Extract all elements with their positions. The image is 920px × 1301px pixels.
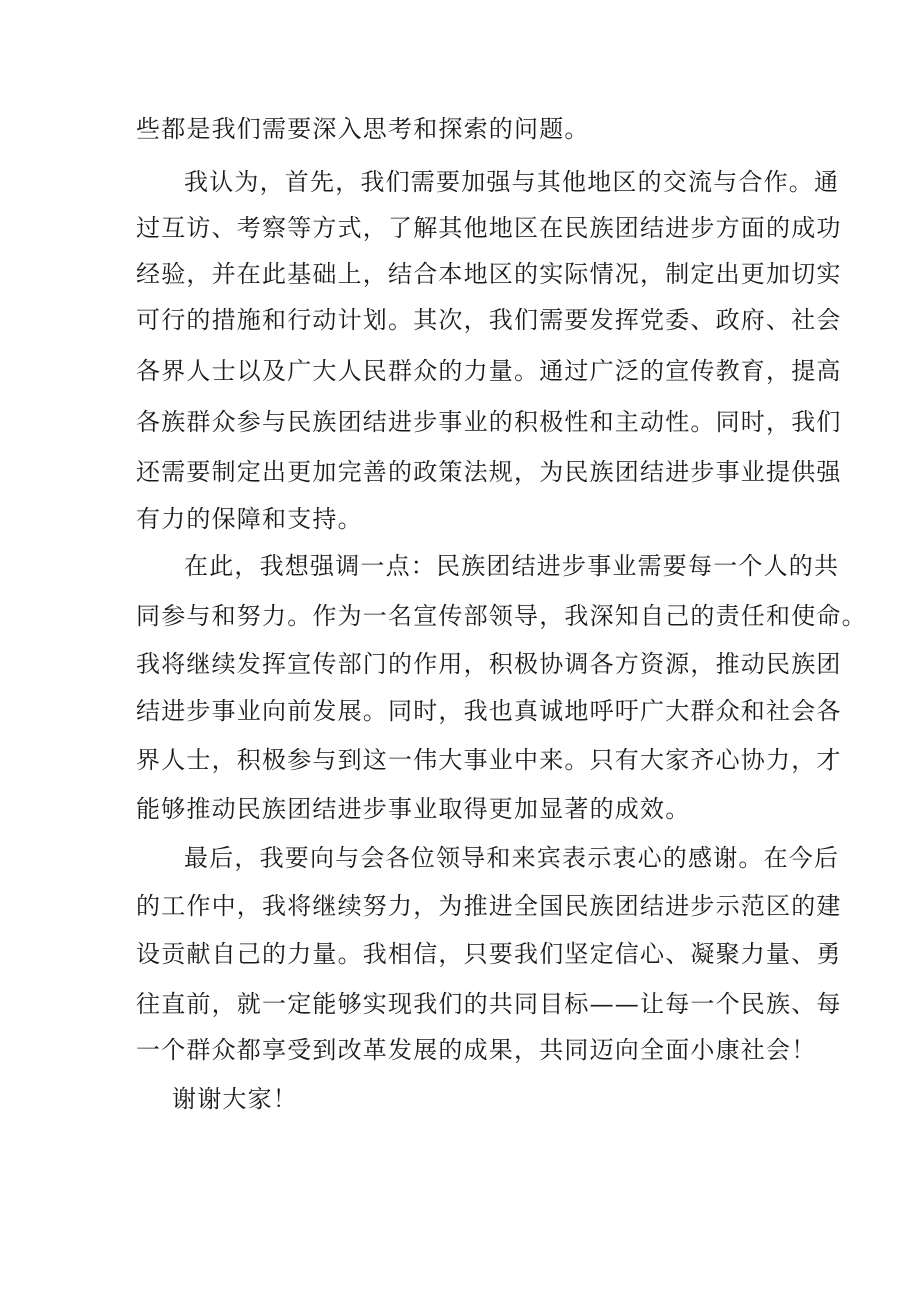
paragraph-1-line-1: 些都是我们需要深入思考和探索的问题。	[136, 115, 590, 143]
paragraph-4-line-5: 一个群众都享受到改革发展的成果，共同迈向全面小康社会！	[136, 1036, 817, 1064]
paragraph-2-line-2: 过互访、考察等方式，了解其他地区在民族团结进步方面的成功	[136, 214, 842, 242]
paragraph-2-line-3: 经验，并在此基础上，结合本地区的实际情况，制定出更加切实	[136, 260, 842, 288]
paragraph-3-line-2: 同参与和努力。作为一名宣传部领导，我深知自己的责任和使命。	[136, 602, 867, 630]
paragraph-2-line-6: 各族群众参与民族团结进步事业的积极性和主动性。同时，我们	[136, 408, 842, 436]
paragraph-2-line-5: 各界人士以及广大人民群众的力量。通过广泛的宣传教育，提高	[136, 357, 842, 385]
paragraph-3-line-6: 能够推动民族团结进步事业取得更加显著的成效。	[136, 795, 691, 823]
paragraph-2-line-4: 可行的措施和行动计划。其次，我们需要发挥党委、政府、社会	[136, 306, 842, 334]
paragraph-2-line-7: 还需要制定出更加完善的政策法规，为民族团结进步事业提供强	[136, 458, 842, 486]
paragraph-2-line-8: 有力的保障和支持。	[136, 505, 363, 533]
paragraph-2-line-1: 我认为，首先，我们需要加强与其他地区的交流与合作。通	[184, 168, 840, 196]
paragraph-3-line-5: 界人士，积极参与到这一伟大事业中来。只有大家齐心协力，才	[136, 746, 842, 774]
closing-line: 谢谢大家！	[172, 1085, 298, 1113]
paragraph-4-line-2: 的工作中，我将继续努力，为推进全国民族团结进步示范区的建	[136, 892, 842, 920]
paragraph-3-line-1: 在此，我想强调一点：民族团结进步事业需要每一个人的共	[184, 552, 840, 580]
paragraph-3-line-3: 我将继续发挥宣传部门的作用，积极协调各方资源，推动民族团	[136, 650, 842, 678]
paragraph-4-line-1: 最后，我要向与会各位领导和来宾表示衷心的感谢。在今后	[184, 844, 840, 872]
paragraph-3-line-4: 结进步事业向前发展。同时，我也真诚地呼吁广大群众和社会各	[136, 697, 842, 725]
paragraph-4-line-4: 往直前，就一定能够实现我们的共同目标——让每一个民族、每	[136, 990, 842, 1018]
paragraph-4-line-3: 设贡献自己的力量。我相信，只要我们坚定信心、凝聚力量、勇	[136, 940, 842, 968]
